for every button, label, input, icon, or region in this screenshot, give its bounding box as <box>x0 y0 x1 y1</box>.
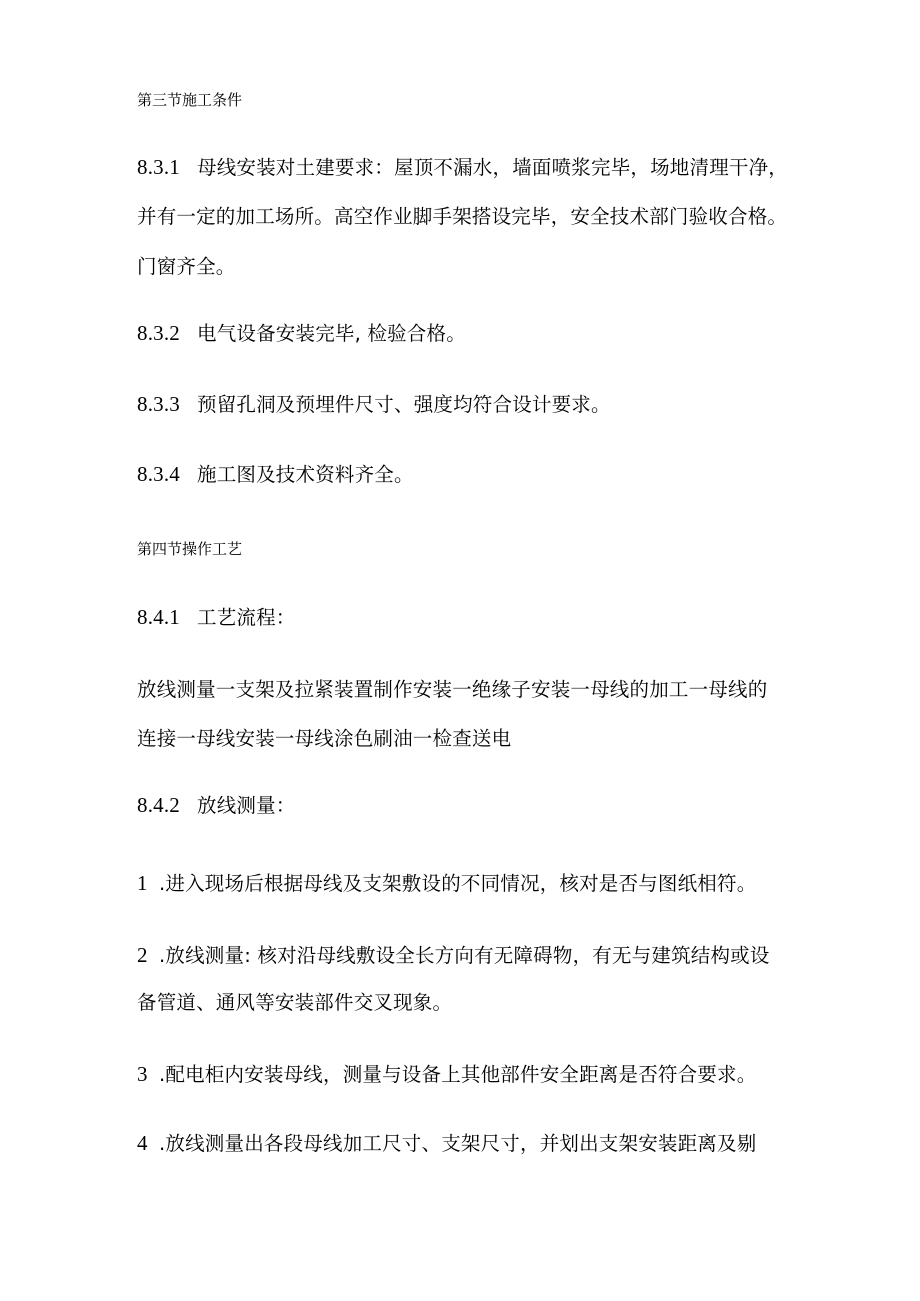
item-number: 1 <box>137 871 148 895</box>
clause-8-3-4 <box>137 460 414 488</box>
item-text: .放线测量出各段母线加工尺寸、支架尺寸，并划出支架安装距离及剔 <box>159 1132 757 1155</box>
clause-number: 8.3.3 <box>137 392 180 416</box>
item-text: .配电柜内安装母线，测量与设备上其他部件安全距离是否符合要求。 <box>159 1063 757 1086</box>
clause-text: 施工图及技术资料齐全。 <box>197 463 414 486</box>
item-number: 2 <box>137 943 148 967</box>
process-flow-line-2: 连接一母线安装一母线涂色刷油一检查送电 <box>137 727 512 750</box>
clause-text: 工艺流程： <box>197 606 296 629</box>
clause-text: 预留孔洞及预埋件尺寸、强度均符合设计要求。 <box>197 393 611 416</box>
clause-number: 8.4.1 <box>137 605 180 629</box>
section-heading-4: 第四节操作工艺 <box>137 540 243 558</box>
item-text: .放线测量: 核对沿母线敷设全长方向有无障碍物，有无与建筑结构或设 <box>159 944 770 967</box>
clause-8-4-2 <box>137 791 296 819</box>
list-item-3 <box>137 1060 756 1088</box>
item-number: 4 <box>137 1131 148 1155</box>
process-flow-line-1: 放线测量一支架及拉紧装置制作安装一绝缘子安装一母线的加工一母线的 <box>137 678 768 701</box>
item-text: .进入现场后根据母线及支架敷设的不同情况，核对是否与图纸相符。 <box>159 872 757 895</box>
section-heading-3: 第三节施工条件 <box>137 91 243 109</box>
clause-number: 8.3.4 <box>137 462 180 486</box>
list-item-2 <box>137 941 770 969</box>
clause-number: 8.3.1 <box>137 155 180 179</box>
clause-number: 8.4.2 <box>137 793 180 817</box>
list-item-2-continuation: 备管道、通风等安装部件交叉现象。 <box>137 991 453 1014</box>
clause-text: 放线测量： <box>197 794 296 817</box>
clause-8-3-1-line-2: 并有一定的加工场所。高空作业脚手架搭设完毕，安全技术部门验收合格。 <box>137 205 788 228</box>
clause-text: 电气设备安装完毕, 检验合格。 <box>197 322 466 345</box>
clause-8-3-1-line-3: 门窗齐全。 <box>137 255 236 278</box>
clause-8-3-2 <box>137 319 466 347</box>
clause-8-3-3 <box>137 390 611 418</box>
clause-8-4-1 <box>137 603 296 631</box>
clause-8-3-1-line-1 <box>137 153 788 181</box>
list-item-1 <box>137 869 756 897</box>
list-item-4 <box>137 1129 756 1157</box>
clause-text: 母线安装对土建要求：屋顶不漏水，墙面喷浆完毕，场地清理干净， <box>197 156 789 179</box>
item-number: 3 <box>137 1062 148 1086</box>
clause-number: 8.3.2 <box>137 321 180 345</box>
